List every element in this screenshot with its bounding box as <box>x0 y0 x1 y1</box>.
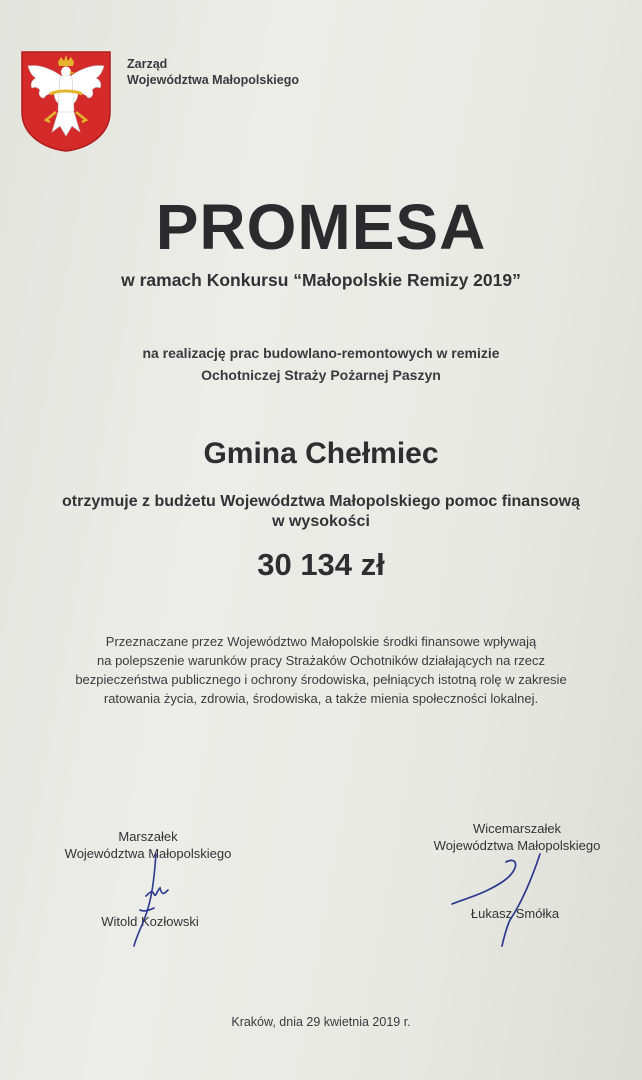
paragraph-line: Przeznaczane przez Województwo Małopolskie środki finansowe wpływają <box>105 634 537 649</box>
vice-marshal-name: Łukasz Smółka <box>470 906 560 921</box>
recipient-name: Gmina Chełmiec <box>203 437 439 470</box>
description-paragraph <box>0 632 642 708</box>
vice-marshal-handwritten-signature <box>448 850 568 950</box>
issuer-header <box>127 56 299 88</box>
issuer-line-1: Zarząd <box>127 57 168 71</box>
issuer-line-2: Województwa Małopolskiego <box>127 73 300 87</box>
marshal-signature-block <box>48 828 248 862</box>
grant-amount: 30 134 zł <box>257 547 385 582</box>
contest-subtitle: w ramach Konkursu “Małopolskie Remizy 2019” <box>121 270 521 290</box>
vice-marshal-office: Województwa Małopolskiego <box>433 838 601 853</box>
vice-marshal-signature-block <box>412 820 622 854</box>
marshal-role: Marszałek <box>118 829 178 844</box>
marshal-office: Województwa Małopolskiego <box>64 846 232 861</box>
marshal-name: Witold Kozłowski <box>101 914 199 929</box>
paragraph-line: bezpieczeństwa publicznego i ochrony środowiska, pełniących istotną rolę w zakresie <box>75 672 567 687</box>
document-title: PROMESA <box>155 191 487 263</box>
place-and-date: Kraków, dnia 29 kwietnia 2019 r. <box>231 1015 411 1029</box>
grant-line-2: w wysokości <box>272 513 370 530</box>
paragraph-line: ratowania życia, zdrowia, środowiska, a także mienia społeczności lokalnej. <box>103 691 539 706</box>
marshal-handwritten-signature <box>122 850 182 950</box>
purpose-line-1: na realizację prac budowlano-remontowych w remizie <box>142 345 500 361</box>
grant-statement <box>0 492 642 532</box>
purpose-text <box>0 342 642 386</box>
vice-marshal-role: Wicemarszałek <box>472 821 562 836</box>
grant-line-1: otrzymuje z budżetu Województwa Małopolskiego pomoc finansową <box>62 493 580 510</box>
purpose-line-2: Ochotniczej Straży Pożarnej Paszyn <box>201 367 441 383</box>
malopolska-coat-of-arms-icon <box>20 50 112 152</box>
paragraph-line: na polepszenie warunków pracy Strażaków Ochotników działających na rzecz <box>97 653 545 668</box>
